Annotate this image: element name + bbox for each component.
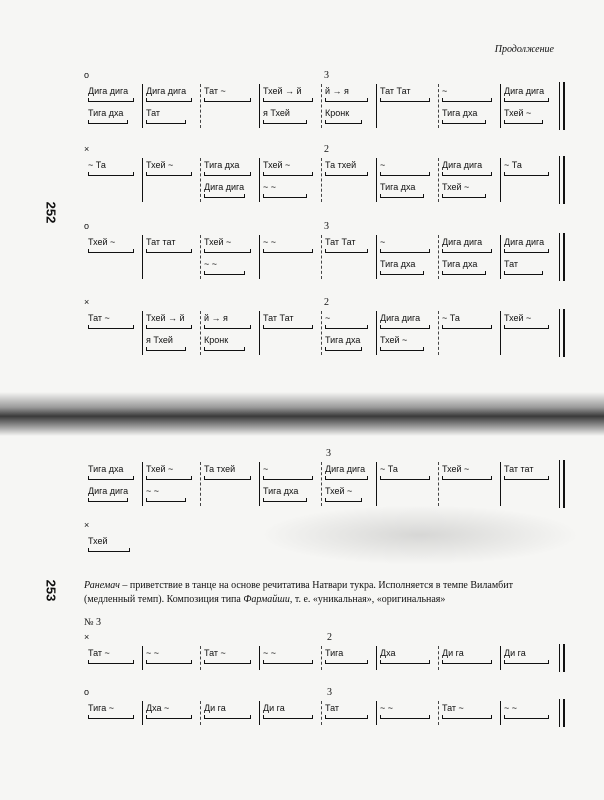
lower-bracket — [380, 194, 424, 198]
upper-bracket — [504, 249, 549, 253]
upper-bracket — [146, 476, 192, 480]
cell-upper: Тига ~ — [88, 703, 114, 713]
cell-upper: Дига дига — [504, 237, 545, 247]
cell-upper: Тат ~ — [204, 86, 226, 96]
beat-number: 3 — [324, 70, 329, 81]
lower-bracket — [204, 271, 245, 275]
upper-bracket — [263, 249, 313, 253]
bar-line — [321, 311, 322, 355]
cell-upper: Дха — [380, 648, 396, 658]
description-text-2: , т. е. «уникальная», «оригинальная» — [289, 594, 446, 605]
bar-line — [438, 235, 439, 279]
upper-bracket — [380, 98, 430, 102]
cell-upper: Тат ~ — [88, 648, 110, 658]
cell-upper: ~ Та — [88, 160, 106, 170]
row-mark: o — [84, 687, 90, 697]
lower-bracket — [88, 498, 128, 502]
cell-lower: Тига дха — [380, 259, 416, 269]
cell-lower: Тхей ~ — [442, 182, 470, 192]
cell-upper: ~ ~ — [263, 648, 277, 658]
bar-line — [376, 701, 377, 725]
upper-bracket — [504, 715, 549, 719]
bar-line — [500, 311, 501, 355]
cell-lower: Тига дха — [263, 486, 299, 496]
beat-number: 2 — [324, 297, 329, 308]
lower-bracket — [504, 271, 543, 275]
bar-line — [259, 158, 260, 202]
bar-line — [259, 235, 260, 279]
double-bar-line — [559, 644, 565, 672]
cell-upper: Дига дига — [504, 86, 545, 96]
bar-line — [200, 235, 201, 279]
description-text-1: – приветствие в танце на основе речитатива Натвари тукра. Исполняется в темпе Виламбит (медленный темп). Композиция типа — [84, 580, 513, 605]
cell-upper: Тат Тат — [325, 237, 356, 247]
cell-lower: Кронк — [204, 335, 229, 345]
upper-bracket — [380, 660, 430, 664]
upper-bracket — [263, 98, 313, 102]
cell-upper: Тхей ~ — [88, 237, 116, 247]
upper-bracket — [204, 660, 251, 664]
upper-bracket — [204, 715, 251, 719]
cell-upper: Та тхей — [325, 160, 357, 170]
upper-bracket — [88, 172, 134, 176]
scan-smudge — [260, 505, 580, 565]
cell-upper: Дига дига — [88, 86, 129, 96]
upper-bracket — [442, 249, 492, 253]
bar-line — [259, 646, 260, 670]
bar-line — [142, 701, 143, 725]
bar-line — [500, 235, 501, 279]
bar-line — [142, 235, 143, 279]
beat-number: 3 — [326, 448, 331, 459]
upper-bracket — [325, 476, 368, 480]
upper-bracket — [146, 325, 192, 329]
lower-bracket — [146, 498, 186, 502]
cell-upper: Тига дха — [204, 160, 240, 170]
cell-upper: Тат тат — [146, 237, 176, 247]
cell-lower: Тига дха — [325, 335, 361, 345]
cell-lower: ~ ~ — [263, 182, 277, 192]
upper-bracket — [325, 660, 368, 664]
bar-line — [321, 646, 322, 670]
cell-upper: ~ ~ — [263, 237, 277, 247]
cell-upper: Тат ~ — [88, 313, 110, 323]
description-paragraph — [84, 579, 564, 607]
book-fold-shadow — [0, 392, 604, 436]
upper-bracket — [442, 98, 492, 102]
cell-upper: Тхей ~ — [146, 464, 174, 474]
bar-line — [438, 311, 439, 355]
beat-number: 2 — [327, 632, 332, 643]
upper-bracket — [504, 325, 549, 329]
lower-bracket — [325, 347, 362, 351]
upper-bracket — [380, 476, 430, 480]
upper-bracket — [325, 325, 368, 329]
upper-bracket — [380, 172, 430, 176]
upper-bracket — [325, 172, 368, 176]
bar-line — [321, 235, 322, 279]
cell-lower: Дига дига — [204, 182, 245, 192]
cell-upper: ~ — [442, 86, 448, 96]
cell-upper: Дига дига — [380, 313, 421, 323]
cell-upper: Дха ~ — [146, 703, 170, 713]
cell-lower: Тхей ~ — [504, 108, 532, 118]
cell-upper: Тхей ~ — [263, 160, 291, 170]
upper-bracket — [325, 715, 368, 719]
upper-bracket — [88, 249, 134, 253]
cell-lower: Тига дха — [380, 182, 416, 192]
lower-bracket — [325, 120, 362, 124]
bar-line — [259, 84, 260, 128]
upper-bracket — [88, 476, 134, 480]
cell-lower: Тхей ~ — [325, 486, 353, 496]
cell-lower: Дига дига — [88, 486, 129, 496]
section-number: № 3 — [84, 617, 102, 628]
upper-bracket — [263, 172, 313, 176]
bar-line — [376, 84, 377, 128]
lower-bracket — [442, 194, 486, 198]
upper-bracket — [504, 172, 549, 176]
cell-lower: я Тхей — [263, 108, 290, 118]
double-bar-line — [559, 156, 565, 204]
bar-line — [500, 701, 501, 725]
upper-bracket — [442, 325, 492, 329]
cell-upper: Тхей — [88, 536, 108, 546]
upper-bracket — [380, 715, 430, 719]
row-mark: × — [84, 144, 90, 154]
upper-bracket — [442, 660, 492, 664]
bar-line — [376, 462, 377, 506]
cell-upper: Та тхей — [204, 464, 236, 474]
double-bar-line — [559, 699, 565, 727]
cell-upper: Ди га — [442, 648, 464, 658]
lower-bracket — [146, 120, 186, 124]
cell-upper: Тхей → й — [263, 86, 302, 96]
cell-upper: ~ ~ — [146, 648, 160, 658]
double-bar-line — [559, 309, 565, 357]
upper-bracket — [263, 476, 313, 480]
cell-lower: Тига дха — [442, 259, 478, 269]
upper-bracket — [204, 249, 251, 253]
beat-number: 3 — [327, 687, 332, 698]
bar-line — [200, 84, 201, 128]
upper-bracket — [325, 98, 368, 102]
cell-lower: Тат — [146, 108, 161, 118]
lower-bracket — [263, 194, 307, 198]
upper-bracket — [146, 172, 192, 176]
cell-upper: й → я — [325, 86, 349, 96]
upper-bracket — [380, 325, 430, 329]
cell-upper: ~ Та — [504, 160, 522, 170]
lower-bracket — [325, 498, 362, 502]
row-mark: × — [84, 520, 90, 530]
bar-line — [500, 462, 501, 506]
cell-upper: Дига дига — [146, 86, 187, 96]
cell-upper: Тат тат — [504, 464, 534, 474]
cell-upper: Ди га — [204, 703, 226, 713]
cell-upper: Ди га — [504, 648, 526, 658]
cell-lower: Тига дха — [88, 108, 124, 118]
cell-upper: ~ — [380, 160, 386, 170]
bar-line — [500, 646, 501, 670]
cell-upper: Тат ~ — [204, 648, 226, 658]
cell-lower: ~ ~ — [146, 486, 160, 496]
bar-line — [142, 311, 143, 355]
lower-bracket — [380, 347, 424, 351]
cell-upper: Дига дига — [325, 464, 366, 474]
cell-upper: Тхей → й — [146, 313, 185, 323]
double-bar-line — [559, 460, 565, 508]
upper-bracket — [88, 548, 130, 552]
bar-line — [259, 701, 260, 725]
cell-upper: Дига дига — [442, 160, 483, 170]
cell-upper: Дига дига — [442, 237, 483, 247]
lower-bracket — [204, 347, 245, 351]
upper-bracket — [146, 715, 192, 719]
upper-bracket — [504, 476, 549, 480]
term-ranemach: Ранемач — [84, 580, 120, 591]
cell-upper: й → я — [204, 313, 228, 323]
lower-bracket — [380, 271, 424, 275]
bar-line — [321, 84, 322, 128]
upper-bracket — [204, 172, 251, 176]
cell-upper: ~ ~ — [504, 703, 518, 713]
bar-line — [321, 701, 322, 725]
bar-line — [142, 646, 143, 670]
cell-upper: Тхей ~ — [504, 313, 532, 323]
upper-bracket — [88, 98, 134, 102]
upper-bracket — [146, 660, 192, 664]
bar-line — [321, 158, 322, 202]
cell-upper: ~ — [325, 313, 331, 323]
bar-line — [200, 311, 201, 355]
upper-bracket — [146, 98, 192, 102]
upper-bracket — [263, 715, 313, 719]
cell-upper: ~ Та — [380, 464, 398, 474]
cell-upper: Тхей ~ — [204, 237, 232, 247]
lower-bracket — [442, 120, 486, 124]
double-bar-line — [559, 233, 565, 281]
row-mark: × — [84, 297, 90, 307]
cell-upper: Тига дха — [88, 464, 124, 474]
bar-line — [200, 646, 201, 670]
row-mark: o — [84, 70, 90, 80]
lower-bracket — [88, 120, 128, 124]
row-mark: × — [84, 632, 90, 642]
upper-bracket — [88, 325, 134, 329]
double-bar-line — [559, 82, 565, 130]
beat-number: 3 — [324, 221, 329, 232]
cell-upper: ~ — [380, 237, 386, 247]
bar-line — [200, 701, 201, 725]
cell-lower: я Тхей — [146, 335, 173, 345]
cell-lower: ~ ~ — [204, 259, 218, 269]
bar-line — [376, 158, 377, 202]
upper-bracket — [204, 98, 251, 102]
page-number-bottom: 253 — [43, 579, 59, 602]
upper-bracket — [504, 98, 549, 102]
bar-line — [259, 462, 260, 506]
bar-line — [438, 462, 439, 506]
cell-lower: Тига дха — [442, 108, 478, 118]
bar-line — [438, 84, 439, 128]
bar-line — [142, 84, 143, 128]
upper-bracket — [442, 715, 492, 719]
lower-bracket — [442, 271, 486, 275]
cell-upper: ~ ~ — [380, 703, 394, 713]
lower-bracket — [204, 194, 245, 198]
upper-bracket — [204, 476, 251, 480]
upper-bracket — [442, 476, 492, 480]
row-mark: o — [84, 221, 90, 231]
upper-bracket — [380, 249, 430, 253]
upper-bracket — [146, 249, 192, 253]
upper-bracket — [504, 660, 549, 664]
cell-upper: Ди га — [263, 703, 285, 713]
bar-line — [438, 701, 439, 725]
lower-bracket — [504, 120, 543, 124]
term-farmaishi: Фармайши — [243, 594, 290, 605]
cell-upper: Тат Тат — [263, 313, 294, 323]
cell-lower: Тат — [504, 259, 519, 269]
cell-upper: ~ — [263, 464, 269, 474]
bar-line — [142, 462, 143, 506]
lower-bracket — [263, 498, 307, 502]
cell-lower: Кронк — [325, 108, 350, 118]
lower-bracket — [146, 347, 186, 351]
lower-bracket — [263, 120, 307, 124]
upper-bracket — [88, 715, 134, 719]
bar-line — [438, 158, 439, 202]
upper-bracket — [88, 660, 134, 664]
bar-line — [376, 646, 377, 670]
beat-number: 2 — [324, 144, 329, 155]
upper-bracket — [325, 249, 368, 253]
bar-line — [200, 462, 201, 506]
bar-line — [259, 311, 260, 355]
cell-upper: Тат — [325, 703, 340, 713]
upper-bracket — [204, 325, 251, 329]
bar-line — [376, 235, 377, 279]
cell-upper: Тига — [325, 648, 344, 658]
bar-line — [200, 158, 201, 202]
page-number-top: 252 — [43, 201, 59, 224]
upper-bracket — [263, 325, 313, 329]
bar-line — [438, 646, 439, 670]
cell-lower: Тхей ~ — [380, 335, 408, 345]
bar-line — [500, 158, 501, 202]
cell-upper: Тат Тат — [380, 86, 411, 96]
bar-line — [376, 311, 377, 355]
cell-upper: Тхей ~ — [146, 160, 174, 170]
upper-bracket — [442, 172, 492, 176]
running-header: Продолжение — [494, 44, 554, 55]
bar-line — [500, 84, 501, 128]
cell-upper: Тат ~ — [442, 703, 464, 713]
bar-line — [142, 158, 143, 202]
bar-line — [321, 462, 322, 506]
cell-upper: ~ Та — [442, 313, 460, 323]
upper-bracket — [263, 660, 313, 664]
cell-upper: Тхей ~ — [442, 464, 470, 474]
